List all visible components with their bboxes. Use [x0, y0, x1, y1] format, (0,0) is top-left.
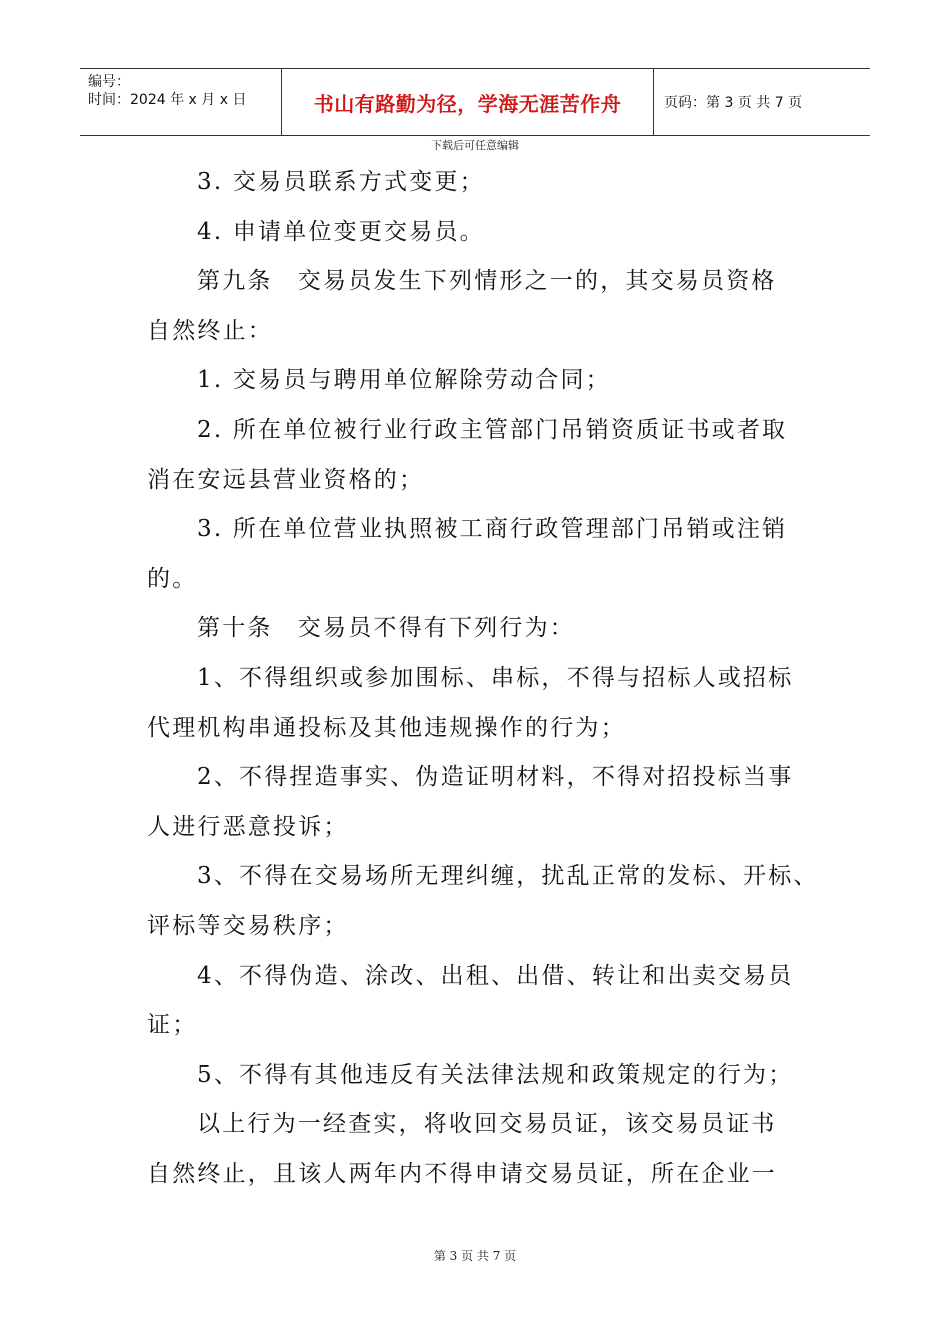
body-line: 4. 申请单位变更交易员。 [197, 218, 485, 245]
body-line: 代理机构串通投标及其他违规操作的行为； [147, 714, 626, 741]
header-table [80, 68, 870, 136]
body-line: 3. 交易员联系方式变更； [197, 169, 485, 195]
download-note: 下载后可任意编辑 [431, 139, 519, 152]
body-line: 证； [147, 1012, 198, 1039]
document-number-label: 编号： [88, 74, 130, 90]
body-line: 自然终止，且该人两年内不得申请交易员证，所在企业一 [147, 1160, 777, 1187]
body-line: 第十条 交易员不得有下列行为： [197, 615, 575, 642]
body-line: 以上行为一经查实，将收回交易员证，该交易员证书 [197, 1111, 777, 1138]
body-line: 5、不得有其他违反有关法律法规和政策规定的行为； [197, 1061, 794, 1088]
body-line: 评标等交易秩序； [147, 912, 349, 939]
body-line: 消在安远县营业资格的； [147, 466, 425, 493]
body-line: 1、不得组织或参加围标、串标，不得与招标人或招标 [197, 664, 794, 691]
body-line: 第九条 交易员发生下列情形之一的，其交易员资格 [197, 268, 777, 295]
body-line: 3、不得在交易场所无理纠缠，扰乱正常的发标、开标、 [197, 863, 819, 890]
body-line: 2. 所在单位被行业行政主管部门吊销资质证书或者取 [197, 416, 788, 443]
body-line: 4、不得伪造、涂改、出租、出借、转让和出卖交易员 [197, 962, 794, 989]
page-footer: 第 3 页 共 7 页 [433, 1249, 517, 1263]
body-line: 3. 所在单位营业执照被工商行政管理部门吊销或注销 [197, 516, 788, 543]
body-line: 的。 [147, 565, 198, 592]
header-page-code: 页码：第 3 页 共 7 页 [664, 95, 803, 111]
body-line: 人进行恶意投诉； [147, 813, 349, 840]
body-line: 2、不得捏造事实、伪造证明材料，不得对招投标当事 [197, 764, 794, 791]
body-line: 自然终止： [147, 317, 273, 344]
header-info-cell [80, 69, 282, 135]
header-motto: 书山有路勤为径，学海无涯苦作舟 [282, 69, 654, 135]
document-body [147, 158, 819, 1199]
document-date-label: 时间：2024 年 x 月 x 日 [88, 92, 247, 108]
body-line: 1. 交易员与聘用单位解除劳动合同； [197, 367, 611, 394]
